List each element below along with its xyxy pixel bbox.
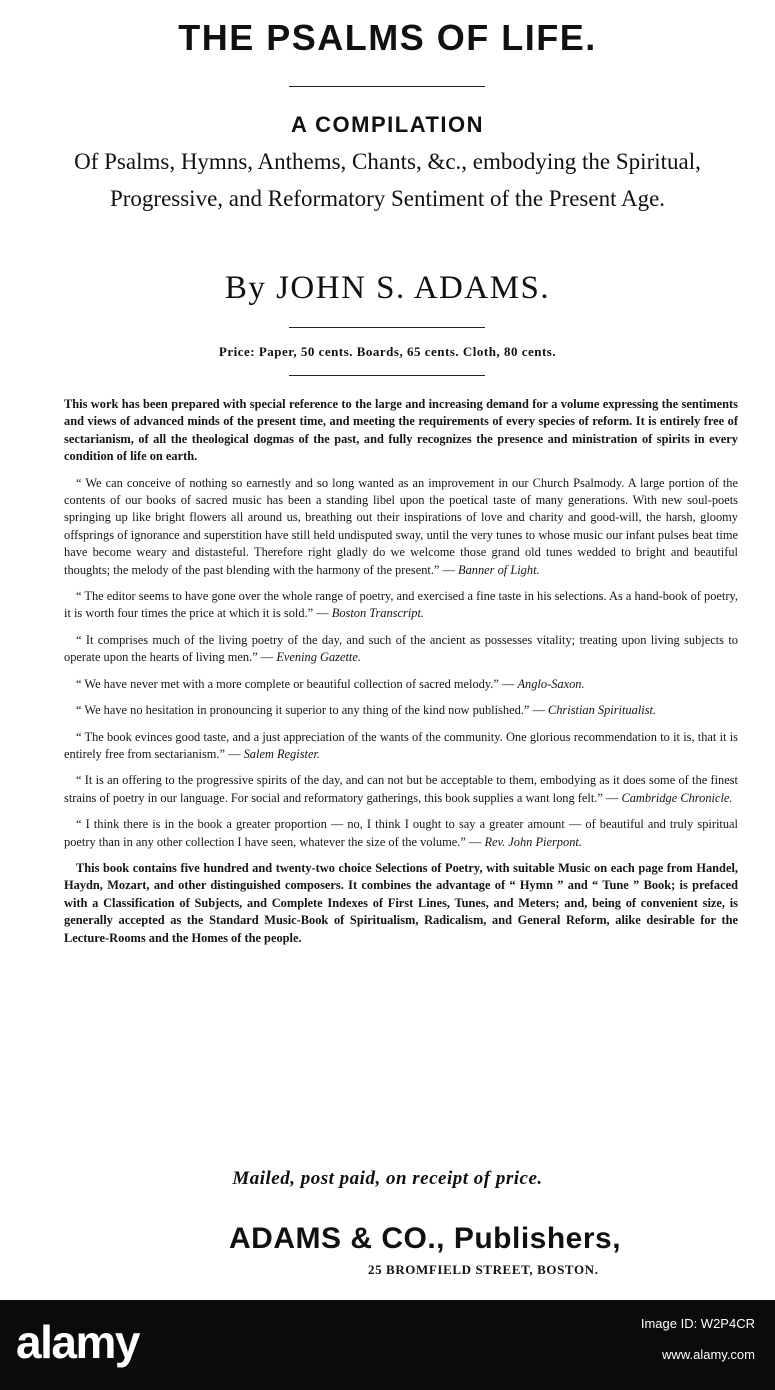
closing-paragraph: This book contains five hundred and twenty-two choice Selections of Poetry, with suitable Music on each page from Handel, Haydn, Mozart, and other distinguished composers. It combines the advantage of “ Hymn ” and “ Tune ” Book; is prefaced with a Classification of Subjects, and Complete Indexes of First Lines, Tunes, and Meters; and, being of convenient size, is generally accepted as the Standard Music-Book of Spiritualism, Radicalism, and General Reform, alike desirable for the Lecture-Rooms and the Homes of the people. [64,860,738,945]
advertisement-body [64,396,738,947]
review-source: Banner of Light. [458,562,540,577]
review-text: “ We can conceive of nothing so earnestly and so long wanted as an improvement in our Church Psalmody. A large portion of the contents of our books of sacred music has been a standing libel upon the poetical taste of many generations. With new soul-poets springing up like bright flowers all around us, breathing out their inspirations of love and charity and good-will, the harsh, gloomy offsprings of ignorance and superstition have still held undisputed sway, until the very tunes to whose music our infant pulses beat time have become weary and distasteful. Therefore right gladly do we welcome those grand old tunes wedded to bright and beautiful thoughts; the melody of the past blending with the harmony of the present.” — [64,475,738,577]
book-title: THE PSALMS OF LIFE. [178,17,597,58]
review-source: Boston Transcript. [331,606,425,621]
review-source: Rev. John Pierpont. [484,834,582,849]
review-quote [64,475,738,579]
compilation-heading: A COMPILATION [290,112,485,137]
divider-rule [289,86,485,87]
watermark-url: www.alamy.com [662,1347,755,1362]
divider-rule [289,327,485,328]
mailed-notice: Mailed, post paid, on receipt of price. [232,1168,543,1189]
alamy-logo: alamy [16,1316,139,1368]
review-text: “ We have no hesitation in pronouncing it superior to any thing of the kind now published.” — [76,703,545,718]
review-text: “ We have never met with a more complete or beautiful collection of sacred melody.” — [76,676,515,691]
review-quote [64,588,738,623]
publisher-address: 25 BROMFIELD STREET, BOSTON. [368,1262,599,1277]
review-text: “ It is an offering to the progressive spirits of the day, and can not but be acceptable to them, embodying as it does some of the finest strains of poetry in our language. For social and reformatory gatherings, this book supplies a want long felt.” — [64,773,738,805]
review-quote [64,676,738,693]
book-subtitle: Of Psalms, Hymns, Anthems, Chants, &c., embodying the Spiritual, Progressive, and Reformatory Sentiment of the Present Age. [74,149,701,211]
watermark-banner [0,1300,775,1390]
review-source: Salem Register. [243,746,321,761]
image-id-label: Image ID: W2P4CR [640,1316,755,1331]
publisher-name: ADAMS & CO., Publishers, [229,1222,622,1255]
review-source: Evening Gazette. [276,650,361,665]
review-quote [64,729,738,764]
review-source: Cambridge Chronicle. [621,790,733,805]
price-line: Price: Paper, 50 cents. Boards, 65 cents. Cloth, 80 cents. [218,344,557,359]
divider-rule [289,375,485,376]
review-text: “ The book evinces good taste, and a just appreciation of the wants of the community. One glorious recommendation to it is, that it is entirely free from sectarianism.” — [64,729,738,761]
review-quote [64,816,738,851]
review-source: Anglo-Saxon. [517,676,585,691]
review-quote [64,772,738,807]
review-source: Christian Spiritualist. [547,703,657,718]
book-author: By JOHN S. ADAMS. [224,270,551,306]
review-text: “ I think there is in the book a greater proportion — no, I think I ought to say a greater amount — of beautiful and truly spiritual poetry than in any other collection I have seen, whatever the size of the volume.” — [64,817,738,849]
intro-paragraph: This work has been prepared with special reference to the large and increasing demand for a volume expressing the sentiments and views of advanced minds of the present time, and meeting the requirements of every species of reform. It is entirely free of sectarianism, of all the theological dogmas of the past, and fully recognizes the presence and ministration of spirits in every condition of life on earth. [64,397,738,464]
review-text: “ It comprises much of the living poetry of the day, and such of the ancient as possesses vitality; treating upon living subjects to operate upon the hearts of living men.” — [64,632,738,665]
review-text: “ The editor seems to have gone over the whole range of poetry, and exercised a fine taste in his selections. As a hand-book of poetry, it is worth four times the price at which it is sold.” — [64,589,738,621]
review-quote [64,632,738,667]
review-quote [64,702,738,719]
